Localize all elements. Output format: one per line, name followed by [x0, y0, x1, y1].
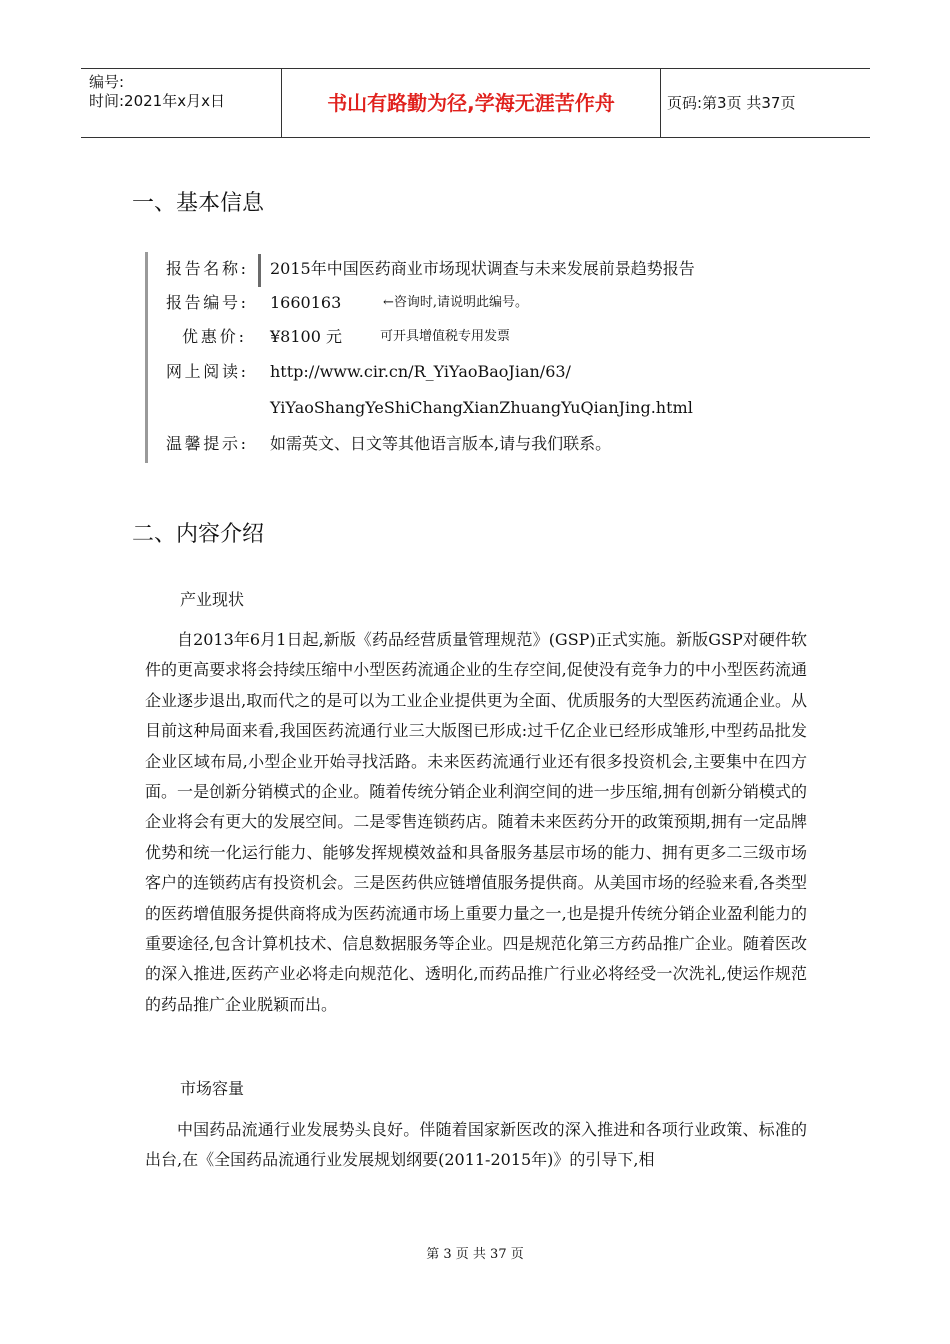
report-title-marker [258, 254, 261, 287]
subheading-industry-status: 产业现状 [180, 590, 245, 609]
paragraph-industry-status: 自2013年6月1日起,新版《药品经营质量管理规范》(GSP)正式实施。新版GSP对硬件软件的更高要求将会持续压缩中小型医药流通企业的生存空间,促使没有竞争力的中小型医药流通企业逐步退出,取而代之的是可以为工业企业提供更为全面、优质服务的大型医药流通企业。从目前这种局面来看,我国医药流通行业三大版图已形成:过千亿企业已经形成雏形,中型药品批发企业区域布局,小型企业开始寻找活路。未来医药流通行业还有很多投资机会,主要集中在四方面。一是创新分销模式的企业。随着传统分销企业利润空间的进一步压缩,拥有创新分销模式的企业将会有更大的发展空间。二是零售连锁药店。随着未来医药分开的政策预期,拥有一定品牌优势和统一化运行能力、能够发挥规模效益和具备服务基层市场的能力、拥有更多二三级市场客户的连锁药店有投资机会。三是医药供应链增值服务提供商。从美国市场的经验来看,各类型的医药增值服务提供商将成为医药流通市场上重要力量之一,也是提升传统分销企业盈利能力的重要途径,包含计算机技术、信息数据服务等企业。四是规范化第三方药品推广企业。随着医改的深入推进,医药产业必将走向规范化、透明化,而药品推广行业必将经受一次洗礼,使运作规范的药品推广企业脱颖而出。 [145, 630, 807, 1014]
tips-value: 如需英文、日文等其他语言版本,请与我们联系。 [270, 434, 612, 453]
report-number-note: ←咨询时,请说明此编号。 [383, 295, 529, 310]
paragraph-market-capacity: 中国药品流通行业发展势头良好。伴随着国家新医改的深入推进和各项行业政策、标准的出台,在《全国药品流通行业发展规划纲要(2011-2015年)》的引导下,相 [145, 1120, 807, 1170]
invoice-note: 可开具增值税专用发票 [380, 329, 511, 344]
subheading-market-capacity: 市场容量 [180, 1079, 245, 1098]
online-reading-link-continued[interactable]: YiYaoShangYeShiChangXianZhuangYuQianJing.html [270, 398, 693, 417]
report-name-value: 2015年中国医药商业市场现状调查与未来发展前景趋势报告 [270, 259, 695, 278]
page-footer: 第 3 页 共 37 页 [426, 1247, 524, 1262]
section-title-content-intro: 二、内容介绍 [132, 522, 265, 547]
header-page-number: 页码:第3页 共37页 [667, 94, 796, 112]
info-block-bar [145, 252, 148, 463]
report-name-label: 报告名称: [166, 259, 246, 278]
report-number-label: 报告编号: [166, 293, 246, 312]
price-value: ¥8100 元 [270, 327, 342, 346]
online-reading-link[interactable]: http://www.cir.cn/R_YiYaoBaoJian/63/ [270, 362, 571, 381]
report-number-value: 1660163 [270, 293, 342, 312]
document-number: 编号: [89, 73, 125, 91]
price-label: 优惠价: [182, 327, 244, 346]
header-meta-cell [81, 69, 282, 137]
section-title-basic-info: 一、基本信息 [132, 191, 265, 216]
header-motto-cell [282, 69, 661, 137]
tips-label: 温馨提示: [166, 434, 246, 453]
page-header [81, 68, 870, 138]
online-reading-label: 网上阅读: [166, 362, 246, 381]
document-date: 时间:2021年x月x日 [89, 92, 225, 110]
motto: 书山有路勤为径,学海无涯苦作舟 [327, 91, 615, 115]
header-page-cell [661, 69, 870, 137]
